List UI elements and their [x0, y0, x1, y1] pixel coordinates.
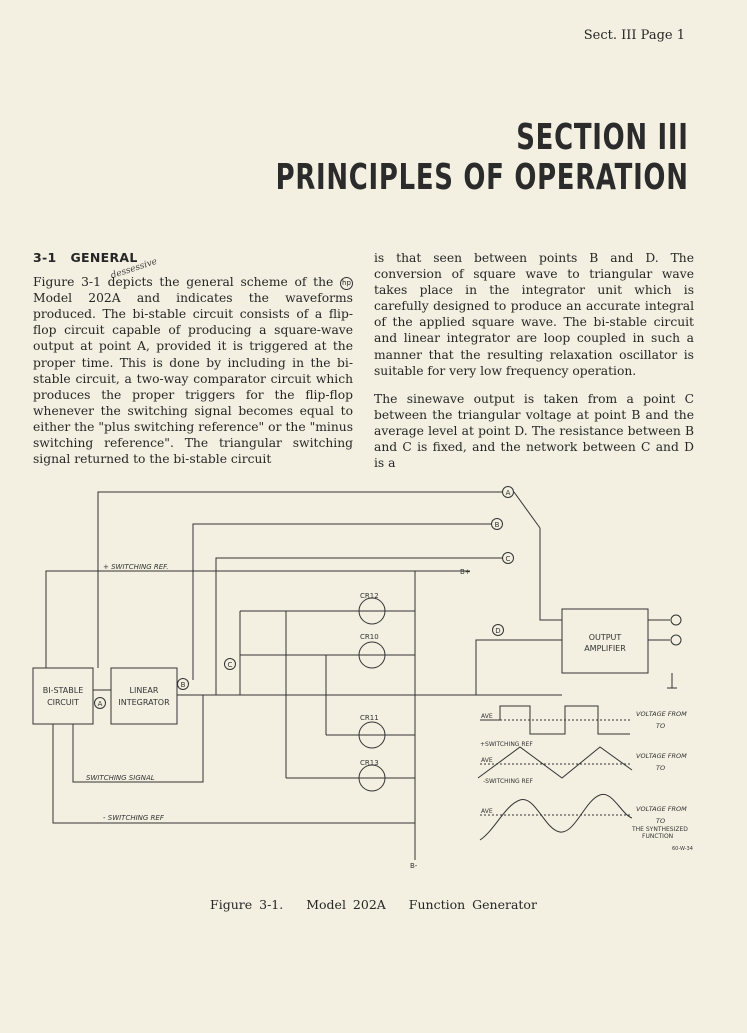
subsection-number: 3-1	[33, 250, 57, 265]
svg-text:VOLTAGE FROM: VOLTAGE FROM	[636, 710, 687, 718]
bistable-block	[33, 668, 93, 724]
svg-text:VOLTAGE FROM: VOLTAGE FROM	[636, 752, 687, 760]
svg-text:C: C	[505, 555, 511, 563]
figure-caption: Figure 3-1. Model 202A Function Generator	[210, 897, 537, 912]
svg-text:CR10: CR10	[360, 633, 379, 641]
svg-text:FUNCTION: FUNCTION	[642, 833, 674, 840]
svg-text:A: A	[505, 489, 511, 497]
line-c-top	[216, 558, 503, 695]
svg-text:+ SWITCHING REF.: + SWITCHING REF.	[103, 563, 169, 571]
svg-text:D: D	[495, 627, 501, 635]
svg-text:CR11: CR11	[360, 714, 379, 722]
line-a	[98, 492, 503, 668]
svg-text:CIRCUIT: CIRCUIT	[47, 698, 79, 707]
page-header: Sect. III Page 1	[583, 28, 685, 43]
svg-text:AVE: AVE	[481, 757, 493, 764]
svg-text:CR13: CR13	[360, 759, 379, 767]
svg-text:- SWITCHING REF: - SWITCHING REF	[103, 814, 164, 822]
triangle-wave	[478, 747, 632, 778]
svg-text:OUTPUT: OUTPUT	[588, 633, 622, 642]
svg-text:THE SYNTHESIZED: THE SYNTHESIZED	[632, 826, 688, 833]
svg-text:BI-STABLE: BI-STABLE	[42, 686, 84, 695]
svg-text:TO: TO	[656, 764, 666, 772]
subsection-title: GENERAL	[70, 250, 138, 265]
section-number: SECTION III	[516, 117, 689, 158]
integrator-block	[111, 668, 177, 724]
svg-text:B: B	[180, 681, 186, 689]
handwritten-annotation: dessessive	[109, 256, 159, 282]
svg-text:AVE: AVE	[481, 808, 493, 815]
svg-text:A: A	[97, 700, 103, 708]
hp-logo-icon: hp	[340, 277, 353, 290]
line-b	[193, 524, 491, 680]
svg-text:CR12: CR12	[360, 592, 379, 600]
section-name: PRINCIPLES OF OPERATION	[276, 156, 689, 198]
sine-wave	[480, 794, 632, 840]
svg-text:VOLTAGE FROM: VOLTAGE FROM	[636, 805, 687, 813]
svg-text:B: B	[494, 521, 500, 529]
svg-text:B+: B+	[460, 568, 471, 576]
svg-text:LINEAR: LINEAR	[129, 686, 159, 695]
svg-text:TO: TO	[656, 722, 666, 730]
svg-text:60-W-34: 60-W-34	[672, 846, 693, 852]
square-wave	[480, 706, 630, 734]
svg-text:+SWITCHING REF: +SWITCHING REF	[480, 741, 533, 748]
svg-text:SWITCHING SIGNAL: SWITCHING SIGNAL	[86, 774, 155, 782]
plus-ref-line	[46, 571, 415, 668]
svg-text:INTEGRATOR: INTEGRATOR	[118, 698, 170, 707]
paragraph: Figure 3-1 depicts the general scheme of the hpModel 202A and indicates the waveforms produced. The bi-stable circuit consists of a flip-flop circuit capable of producing a square-wave output at point A, provided it is triggered at the proper time. This is done by including in the bi-stable circuit, a two-way comparator circuit which produces the proper triggers for the flip-flop whenever the switching signal becomes equal to either the "plus switching reference" or the "minus switching reference". The triangular switching signal returned to the bi-stable circuit	[33, 275, 353, 467]
paragraph: The sinewave output is taken from a point C between the triangular voltage at point B and the average level at point D. The resistance between B and C is fixed, and the network between C and D is a	[374, 391, 694, 471]
paragraph: is that seen between points B and D. The conversion of square wave to triangular wave takes place in the integrator unit which is carefully designed to produce an accurate integral of the applied square wave. The bi-stable circuit and linear integrator are loop coupled in such a manner that the resulting relaxation oscillator is suitable for very low frequency operation.	[374, 251, 694, 378]
svg-text:C: C	[227, 661, 233, 669]
svg-text:AMPLIFIER: AMPLIFIER	[584, 644, 626, 653]
svg-text:-SWITCHING REF: -SWITCHING REF	[483, 778, 533, 785]
svg-text:TO: TO	[656, 817, 666, 825]
svg-text:AVE: AVE	[481, 713, 493, 720]
svg-text:B-: B-	[410, 862, 418, 870]
